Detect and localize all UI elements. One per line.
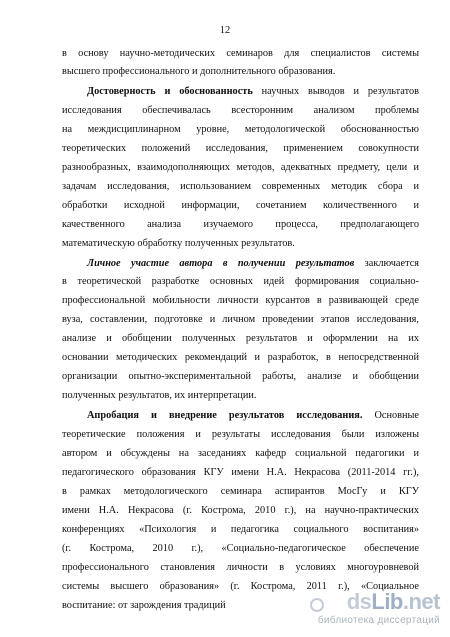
watermark-logo-icon	[310, 598, 324, 612]
text-line: разнообразных, взаимодополняющих методов, адекватных предмету, цели и	[62, 162, 419, 173]
text-line: конференциях «Психология и педагогика социального воспитания»	[62, 524, 419, 535]
text-line: качественного анализа изучаемого процесса, предполагающего	[62, 219, 419, 230]
text-line-with-heading	[87, 86, 419, 98]
text-line: имени Н.А. Некрасова (г. Кострома, 2010 г.), на научно-практических	[62, 505, 419, 516]
text-line: педагогического образования КГУ имени Н.А. Некрасова (2011-2014 гг.),	[62, 467, 419, 478]
dslib-watermark	[310, 589, 440, 629]
text-line: высшего профессионального и дополнительного образования.	[62, 66, 336, 77]
text-line: теоретические положения и результаты исследования были изложены	[62, 429, 419, 440]
text-line: (г. Кострома, 2010 г.), «Социально-педагогическое обеспечение	[62, 543, 419, 554]
paragraph-heading: Достоверность и обоснованность	[87, 86, 253, 97]
text-fragment: заключается	[354, 258, 420, 269]
text-line: полученных результатов, их интерпретации.	[62, 390, 257, 401]
text-line: системы высшего образования» (г. Кострома, 2011 г.), «Социальное	[62, 581, 419, 592]
text-line: профессиональной мобильности личности курсантов в развивающей среде	[62, 295, 419, 306]
text-line: на междисциплинарном уровне, методологической обоснованностью	[62, 124, 419, 135]
text-line: основании методических рекомендаций и разработок, в непосредственной	[62, 352, 419, 363]
paragraph-heading: Апробация и внедрение результатов исследования.	[87, 410, 363, 421]
page-number: 12	[219, 25, 231, 36]
text-line: профессионального становления личности в условиях многоуровневой	[62, 562, 419, 573]
watermark-tagline: библиотека диссертаций	[317, 615, 440, 626]
text-line: автором и обсуждены на заседаниях кафедр социальной педагогики и	[62, 448, 419, 459]
text-line: теоретических положений исследования, применением совокупности	[62, 143, 419, 154]
text-line: обработки исходной информации, сочетанием количественного и	[62, 200, 419, 211]
text-line-with-heading	[87, 258, 419, 270]
text-line: анализе и обобщении полученных результатов и оформлении на их	[62, 333, 419, 344]
text-line: вуза, составлении, подготовке и личном проведении этапов исследования,	[62, 314, 419, 325]
watermark-logo: dsLib.net	[346, 589, 440, 614]
text-line: задачам исследования, использованием современных методик сбора и	[62, 181, 419, 192]
text-line-with-heading	[87, 410, 419, 422]
text-line: воспитание: от зарождения традиций	[62, 600, 226, 611]
text-line: в рамках методологического семинара аспирантов МосГу и КГУ	[62, 486, 419, 497]
text-fragment: Основные	[362, 410, 420, 421]
text-line: в теоретической разработке основных идей формирования социально-	[62, 276, 419, 287]
text-line: в основу научно-методических семинаров для специалистов системы	[62, 48, 419, 59]
text-fragment: научных выводов и результатов	[252, 86, 419, 97]
paragraph-heading: Личное участие автора в получении результатов	[87, 258, 355, 269]
text-line: исследования обеспечивалась всесторонним анализом проблемы	[62, 105, 419, 116]
text-line: организации опытно-экспериментальной работы, анализе и обобщении	[62, 371, 419, 382]
text-line: математическую обработку полученных результатов.	[62, 238, 295, 249]
